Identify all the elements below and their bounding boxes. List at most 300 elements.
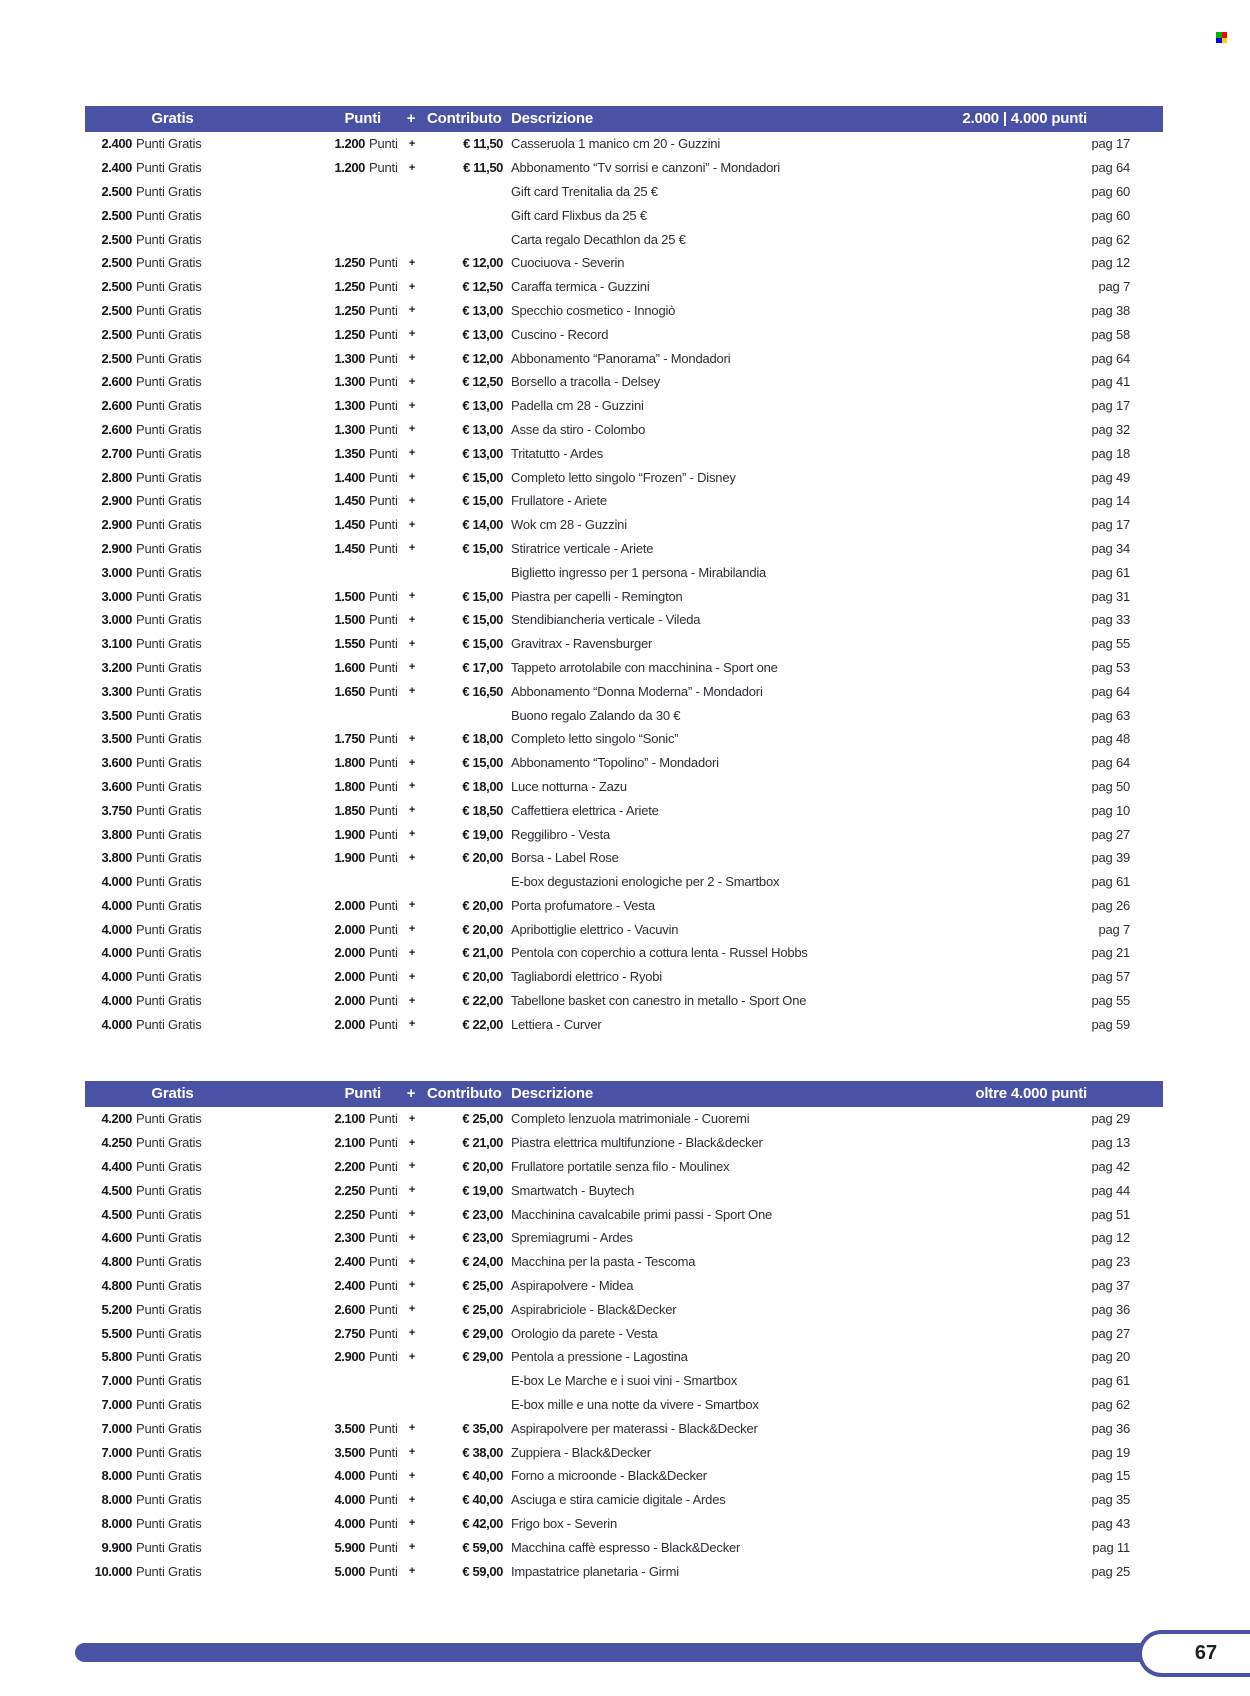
punti-gratis-label: Punti Gratis: [136, 802, 202, 818]
page-reference: pag 18: [1091, 445, 1130, 461]
plus-sign: +: [408, 1327, 416, 1340]
plus-sign: +: [408, 590, 416, 603]
page-reference: pag 20: [1091, 1349, 1130, 1365]
page-reference: pag 36: [1091, 1301, 1130, 1317]
punti-value: 1.250: [334, 302, 365, 318]
punti-label: Punti: [369, 398, 398, 414]
plus-sign: +: [408, 1422, 416, 1435]
punti-value: 2.000: [334, 921, 365, 937]
punti-gratis-label: Punti Gratis: [136, 207, 202, 223]
punti-gratis-label: Punti Gratis: [136, 588, 202, 604]
product-description: Aspirapolvere per materassi - Black&Decker: [511, 1420, 758, 1436]
punti-gratis-label: Punti Gratis: [136, 1182, 202, 1198]
table-row: [85, 537, 1163, 561]
table-row: [85, 441, 1163, 465]
punti-value: 3.500: [334, 1420, 365, 1436]
table-row: [85, 965, 1163, 989]
page-reference: pag 26: [1091, 897, 1130, 913]
page-reference: pag 17: [1091, 136, 1130, 152]
contributo-value: € 11,50: [463, 160, 503, 176]
gratis-points-value: 7.000: [101, 1420, 132, 1436]
punti-gratis-label: Punti Gratis: [136, 279, 202, 295]
plus-sign: +: [408, 447, 416, 460]
page-reference: pag 62: [1091, 1396, 1130, 1412]
punti-gratis-label: Punti Gratis: [136, 1396, 202, 1412]
page-reference: pag 14: [1091, 493, 1130, 509]
punti-gratis-label: Punti Gratis: [136, 255, 202, 271]
punti-value: 4.000: [334, 1468, 365, 1484]
punti-value: 1.300: [334, 350, 365, 366]
punti-gratis-label: Punti Gratis: [136, 1325, 202, 1341]
product-description: Luce notturna - Zazu: [511, 778, 627, 794]
product-description: Cuscino - Record: [511, 326, 609, 342]
gratis-points-value: 2.900: [101, 493, 132, 509]
punti-gratis-label: Punti Gratis: [136, 659, 202, 675]
product-description: Tagliabordi elettrico - Ryobi: [511, 969, 662, 985]
gratis-points-value: 2.900: [101, 517, 132, 533]
gratis-points-value: 4.400: [101, 1158, 132, 1174]
punti-label: Punti: [369, 1206, 398, 1222]
plus-sign: +: [408, 542, 416, 555]
contributo-value: € 15,00: [462, 469, 503, 485]
product-description: Macchina caffè espresso - Black&Decker: [511, 1539, 741, 1555]
page-reference: pag 13: [1091, 1135, 1130, 1151]
gratis-points-value: 3.500: [101, 731, 132, 747]
punti-value: 1.550: [334, 636, 365, 652]
punti-label: Punti: [369, 778, 398, 794]
table-row: [85, 465, 1163, 489]
punti-value: 2.900: [334, 1349, 365, 1365]
header-plus: +: [406, 1085, 416, 1102]
punti-gratis-label: Punti Gratis: [136, 1277, 202, 1293]
color-squares-logo: [1216, 32, 1227, 43]
table-row: [85, 941, 1163, 965]
gratis-points-value: 4.800: [101, 1277, 132, 1293]
contributo-value: € 13,00: [462, 421, 503, 437]
plus-sign: +: [408, 1136, 416, 1149]
plus-sign: +: [408, 518, 416, 531]
gratis-points-value: 4.000: [101, 969, 132, 985]
punti-value: 1.750: [334, 731, 365, 747]
plus-sign: +: [408, 1231, 416, 1244]
page-reference: pag 59: [1091, 1016, 1130, 1032]
page-reference: pag 39: [1091, 850, 1130, 866]
gratis-points-value: 4.000: [101, 1016, 132, 1032]
punti-value: 2.000: [334, 1016, 365, 1032]
table-row: [85, 1345, 1163, 1369]
product-description: Piastra elettrica multifunzione - Black&decker: [511, 1135, 763, 1151]
punti-value: 1.250: [334, 326, 365, 342]
plus-sign: +: [408, 1208, 416, 1221]
product-description: Tappeto arrotolabile con macchinina - Sport one: [511, 659, 778, 675]
gratis-points-value: 4.200: [101, 1111, 132, 1127]
table-row: [85, 560, 1163, 584]
contributo-value: € 42,00: [462, 1515, 503, 1531]
product-description: Porta profumatore - Vesta: [511, 897, 655, 913]
punti-gratis-label: Punti Gratis: [136, 1492, 202, 1508]
punti-value: 1.500: [334, 612, 365, 628]
gratis-points-value: 4.000: [101, 874, 132, 890]
table-row: [85, 1321, 1163, 1345]
punti-value: 2.600: [334, 1301, 365, 1317]
contributo-value: € 20,00: [462, 1158, 503, 1174]
contributo-value: € 19,00: [462, 1182, 503, 1198]
contributo-value: € 19,00: [462, 826, 503, 842]
plus-sign: +: [408, 1565, 416, 1578]
plus-sign: +: [408, 471, 416, 484]
product-description: Reggilibro - Vesta: [511, 826, 611, 842]
punti-label: Punti: [369, 1135, 398, 1151]
punti-gratis-label: Punti Gratis: [136, 1349, 202, 1365]
punti-label: Punti: [369, 374, 398, 390]
product-description: Macchina per la pasta - Tescoma: [511, 1254, 696, 1270]
table-row: [85, 608, 1163, 632]
punti-gratis-label: Punti Gratis: [136, 1373, 202, 1389]
table-row: [85, 846, 1163, 870]
page-reference: pag 61: [1091, 564, 1130, 580]
product-description: Buono regalo Zalando da 30 €: [511, 707, 681, 723]
punti-gratis-label: Punti Gratis: [136, 897, 202, 913]
table-body: [85, 1107, 1163, 1583]
page-reference: pag 35: [1091, 1492, 1130, 1508]
plus-sign: +: [408, 423, 416, 436]
punti-label: Punti: [369, 993, 398, 1009]
punti-gratis-label: Punti Gratis: [136, 874, 202, 890]
punti-label: Punti: [369, 659, 398, 675]
punti-label: Punti: [369, 802, 398, 818]
gratis-points-value: 7.000: [101, 1396, 132, 1412]
punti-value: 2.000: [334, 993, 365, 1009]
product-description: Asciuga e stira camicie digitale - Ardes: [511, 1492, 726, 1508]
header-punti: Punti: [344, 1085, 381, 1102]
punti-label: Punti: [369, 255, 398, 271]
page-reference: pag 11: [1092, 1539, 1130, 1555]
gratis-points-value: 5.800: [101, 1349, 132, 1365]
page-reference: pag 60: [1091, 183, 1130, 199]
punti-gratis-label: Punti Gratis: [136, 469, 202, 485]
product-description: Gift card Trenitalia da 25 €: [511, 183, 658, 199]
table-row: [85, 584, 1163, 608]
table-row: [85, 1559, 1163, 1583]
header-points-range: oltre 4.000 punti: [975, 1085, 1087, 1102]
footer-divider-bar: [75, 1643, 1150, 1662]
page-reference: pag 55: [1091, 993, 1130, 1009]
page-reference: pag 27: [1091, 826, 1130, 842]
contributo-value: € 13,00: [462, 326, 503, 342]
punti-label: Punti: [369, 1539, 398, 1555]
header-gratis: Gratis: [151, 110, 194, 127]
contributo-value: € 13,00: [462, 445, 503, 461]
plus-sign: +: [408, 994, 416, 1007]
punti-label: Punti: [369, 1420, 398, 1436]
page-reference: pag 60: [1091, 207, 1130, 223]
product-description: Aspirapolvere - Midea: [511, 1277, 634, 1293]
page-reference: pag 55: [1091, 636, 1130, 652]
page-reference: pag 38: [1091, 302, 1130, 318]
punti-gratis-label: Punti Gratis: [136, 1111, 202, 1127]
punti-gratis-label: Punti Gratis: [136, 398, 202, 414]
page-reference: pag 50: [1091, 778, 1130, 794]
page-reference: pag 12: [1091, 1230, 1130, 1246]
contributo-value: € 15,00: [462, 612, 503, 628]
plus-sign: +: [408, 1018, 416, 1031]
page-reference: pag 27: [1091, 1325, 1130, 1341]
product-description: Frullatore portatile senza filo - Moulinex: [511, 1158, 730, 1174]
punti-value: 5.900: [334, 1539, 365, 1555]
punti-gratis-label: Punti Gratis: [136, 1206, 202, 1222]
contributo-value: € 12,00: [462, 350, 503, 366]
plus-sign: +: [408, 1279, 416, 1292]
punti-label: Punti: [369, 636, 398, 652]
gratis-points-value: 2.800: [101, 469, 132, 485]
gratis-points-value: 3.600: [101, 755, 132, 771]
punti-value: 1.450: [334, 540, 365, 556]
table-row: [85, 322, 1163, 346]
gratis-points-value: 4.000: [101, 945, 132, 961]
plus-sign: +: [408, 1446, 416, 1459]
gratis-points-value: 4.600: [101, 1230, 132, 1246]
contributo-value: € 21,00: [462, 1135, 503, 1151]
contributo-value: € 25,00: [462, 1301, 503, 1317]
plus-sign: +: [408, 1160, 416, 1173]
product-description: Gift card Flixbus da 25 €: [511, 207, 647, 223]
punti-value: 2.000: [334, 945, 365, 961]
punti-label: Punti: [369, 326, 398, 342]
plus-sign: +: [408, 828, 416, 840]
punti-value: 2.250: [334, 1182, 365, 1198]
punti-gratis-label: Punti Gratis: [136, 421, 202, 437]
product-description: Orologio da parete - Vesta: [511, 1325, 658, 1341]
table-row: [85, 1416, 1163, 1440]
punti-label: Punti: [369, 755, 398, 771]
product-description: Stendibiancheria verticale - Vileda: [511, 612, 701, 628]
punti-value: 4.000: [334, 1492, 365, 1508]
table-row: [85, 251, 1163, 275]
plus-sign: +: [408, 613, 416, 626]
table-row: [85, 1250, 1163, 1274]
punti-label: Punti: [369, 612, 398, 628]
contributo-value: € 20,00: [462, 897, 503, 913]
page-number: 67: [1194, 1642, 1218, 1664]
contributo-value: € 24,00: [462, 1254, 503, 1270]
page-reference: pag 10: [1091, 802, 1130, 818]
punti-value: 2.300: [334, 1230, 365, 1246]
punti-value: 1.900: [334, 826, 365, 842]
punti-gratis-label: Punti Gratis: [136, 183, 202, 199]
product-description: Borsello a tracolla - Delsey: [511, 374, 661, 390]
plus-sign: +: [408, 923, 416, 936]
punti-value: 1.200: [334, 160, 365, 176]
contributo-value: € 15,00: [462, 493, 503, 509]
gratis-points-value: 3.750: [101, 802, 132, 818]
table-row: [85, 346, 1163, 370]
table-row: [85, 1202, 1163, 1226]
plus-sign: +: [408, 328, 416, 341]
logo-square-yellow: [1222, 38, 1228, 44]
contributo-value: € 15,00: [462, 755, 503, 771]
product-description: E-box mille e una notte da vivere - Smartbox: [511, 1396, 759, 1412]
plus-sign: +: [408, 780, 416, 793]
punti-gratis-label: Punti Gratis: [136, 564, 202, 580]
contributo-value: € 11,50: [463, 136, 503, 152]
product-description: Macchinina cavalcabile primi passi - Sport One: [511, 1206, 773, 1222]
contributo-value: € 12,50: [462, 279, 503, 295]
punti-gratis-label: Punti Gratis: [136, 445, 202, 461]
page-reference: pag 49: [1091, 469, 1130, 485]
punti-label: Punti: [369, 1515, 398, 1531]
punti-label: Punti: [369, 350, 398, 366]
punti-label: Punti: [369, 731, 398, 747]
punti-gratis-label: Punti Gratis: [136, 683, 202, 699]
table-row: [85, 727, 1163, 751]
table-row: [85, 751, 1163, 775]
punti-label: Punti: [369, 588, 398, 604]
plus-sign: +: [408, 1184, 416, 1197]
punti-label: Punti: [369, 1444, 398, 1460]
gratis-points-value: 2.500: [101, 326, 132, 342]
gratis-points-value: 3.300: [101, 683, 132, 699]
table-row: [85, 370, 1163, 394]
contributo-value: € 18,00: [462, 778, 503, 794]
page-reference: pag 64: [1091, 683, 1130, 699]
gratis-points-value: 4.800: [101, 1254, 132, 1270]
punti-gratis-label: Punti Gratis: [136, 326, 202, 342]
gratis-points-value: 2.600: [101, 374, 132, 390]
punti-label: Punti: [369, 279, 398, 295]
table-row: [85, 798, 1163, 822]
product-description: Tabellone basket con canestro in metallo - Sport One: [511, 993, 807, 1009]
product-description: Aspirabriciole - Black&Decker: [511, 1301, 677, 1317]
plus-sign: +: [408, 756, 416, 769]
product-description: Abbonamento “Tv sorrisi e canzoni” - Mondadori: [511, 160, 780, 176]
punti-label: Punti: [369, 1016, 398, 1032]
gratis-points-value: 3.000: [101, 612, 132, 628]
table-body: [85, 132, 1163, 1036]
punti-value: 1.650: [334, 683, 365, 699]
punti-label: Punti: [369, 1325, 398, 1341]
page-reference: pag 41: [1091, 374, 1130, 390]
gratis-points-value: 3.000: [101, 588, 132, 604]
plus-sign: +: [408, 661, 416, 674]
gratis-points-value: 4.500: [101, 1206, 132, 1222]
contributo-value: € 16,50: [462, 683, 503, 699]
gratis-points-value: 8.000: [101, 1515, 132, 1531]
punti-gratis-label: Punti Gratis: [136, 350, 202, 366]
gratis-points-value: 2.500: [101, 231, 132, 247]
punti-gratis-label: Punti Gratis: [136, 850, 202, 866]
punti-value: 1.500: [334, 588, 365, 604]
punti-gratis-label: Punti Gratis: [136, 993, 202, 1009]
gratis-points-value: 2.500: [101, 350, 132, 366]
plus-sign: +: [408, 1255, 416, 1268]
plus-sign: +: [408, 375, 416, 388]
product-description: Biglietto ingresso per 1 persona - Mirabilandia: [511, 564, 767, 580]
contributo-value: € 18,50: [462, 802, 503, 818]
contributo-value: € 40,00: [462, 1468, 503, 1484]
plus-sign: +: [408, 970, 416, 983]
table-row: [85, 894, 1163, 918]
table-row: [85, 513, 1163, 537]
table-row: [85, 156, 1163, 180]
table-row: [85, 1440, 1163, 1464]
table-row: [85, 1274, 1163, 1298]
gratis-points-value: 5.200: [101, 1301, 132, 1317]
page-reference: pag 12: [1091, 255, 1130, 271]
page-reference: pag 57: [1091, 969, 1130, 985]
punti-gratis-label: Punti Gratis: [136, 1515, 202, 1531]
table-row: [85, 1393, 1163, 1417]
punti-label: Punti: [369, 469, 398, 485]
product-description: Abbonamento “Topolino” - Mondadori: [511, 755, 719, 771]
gratis-points-value: 2.500: [101, 255, 132, 271]
gratis-points-value: 4.000: [101, 897, 132, 913]
plus-sign: +: [408, 256, 416, 269]
gratis-points-value: 2.600: [101, 398, 132, 414]
table-row: [85, 1297, 1163, 1321]
gratis-points-value: 2.500: [101, 302, 132, 318]
punti-value: 2.100: [334, 1135, 365, 1151]
punti-value: 2.000: [334, 969, 365, 985]
product-description: Cuociuova - Severin: [511, 255, 625, 271]
punti-gratis-label: Punti Gratis: [136, 1539, 202, 1555]
contributo-value: € 40,00: [462, 1492, 503, 1508]
punti-value: 1.250: [334, 255, 365, 271]
punti-value: 1.250: [334, 279, 365, 295]
punti-gratis-label: Punti Gratis: [136, 1158, 202, 1174]
product-description: Zuppiera - Black&Decker: [511, 1444, 651, 1460]
table-row: [85, 275, 1163, 299]
punti-label: Punti: [369, 1301, 398, 1317]
plus-sign: +: [408, 304, 416, 317]
punti-gratis-label: Punti Gratis: [136, 707, 202, 723]
table-row: [85, 1369, 1163, 1393]
punti-value: 1.850: [334, 802, 365, 818]
punti-gratis-label: Punti Gratis: [136, 612, 202, 628]
plus-sign: +: [408, 946, 416, 959]
punti-value: 2.200: [334, 1158, 365, 1174]
table-row: [85, 1178, 1163, 1202]
punti-gratis-label: Punti Gratis: [136, 1444, 202, 1460]
table-row: [85, 299, 1163, 323]
punti-value: 1.450: [334, 517, 365, 533]
table-row: [85, 394, 1163, 418]
product-description: Piastra per capelli - Remington: [511, 588, 683, 604]
gratis-points-value: 3.800: [101, 826, 132, 842]
header-contributo: Contributo: [427, 110, 502, 127]
table-header: [85, 1081, 1163, 1107]
punti-value: 1.800: [334, 778, 365, 794]
table-row: [85, 132, 1163, 156]
page-reference: pag 61: [1091, 874, 1130, 890]
contributo-value: € 14,00: [462, 517, 503, 533]
product-description: E-box Le Marche e i suoi vini - Smartbox: [511, 1373, 738, 1389]
page-reference: pag 51: [1091, 1206, 1130, 1222]
product-description: Frigo box - Severin: [511, 1515, 618, 1531]
gratis-points-value: 4.500: [101, 1182, 132, 1198]
plus-sign: +: [408, 1303, 416, 1316]
product-description: Pentola con coperchio a cottura lenta - Russel Hobbs: [511, 945, 808, 961]
page-reference: pag 53: [1091, 659, 1130, 675]
punti-value: 5.000: [334, 1563, 365, 1579]
punti-value: 2.250: [334, 1206, 365, 1222]
punti-gratis-label: Punti Gratis: [136, 1301, 202, 1317]
contributo-value: € 22,00: [462, 993, 503, 1009]
page-reference: pag 7: [1098, 279, 1130, 295]
punti-gratis-label: Punti Gratis: [136, 731, 202, 747]
product-description: Casseruola 1 manico cm 20 - Guzzini: [511, 136, 721, 152]
contributo-value: € 20,00: [462, 969, 503, 985]
contributo-value: € 20,00: [462, 921, 503, 937]
